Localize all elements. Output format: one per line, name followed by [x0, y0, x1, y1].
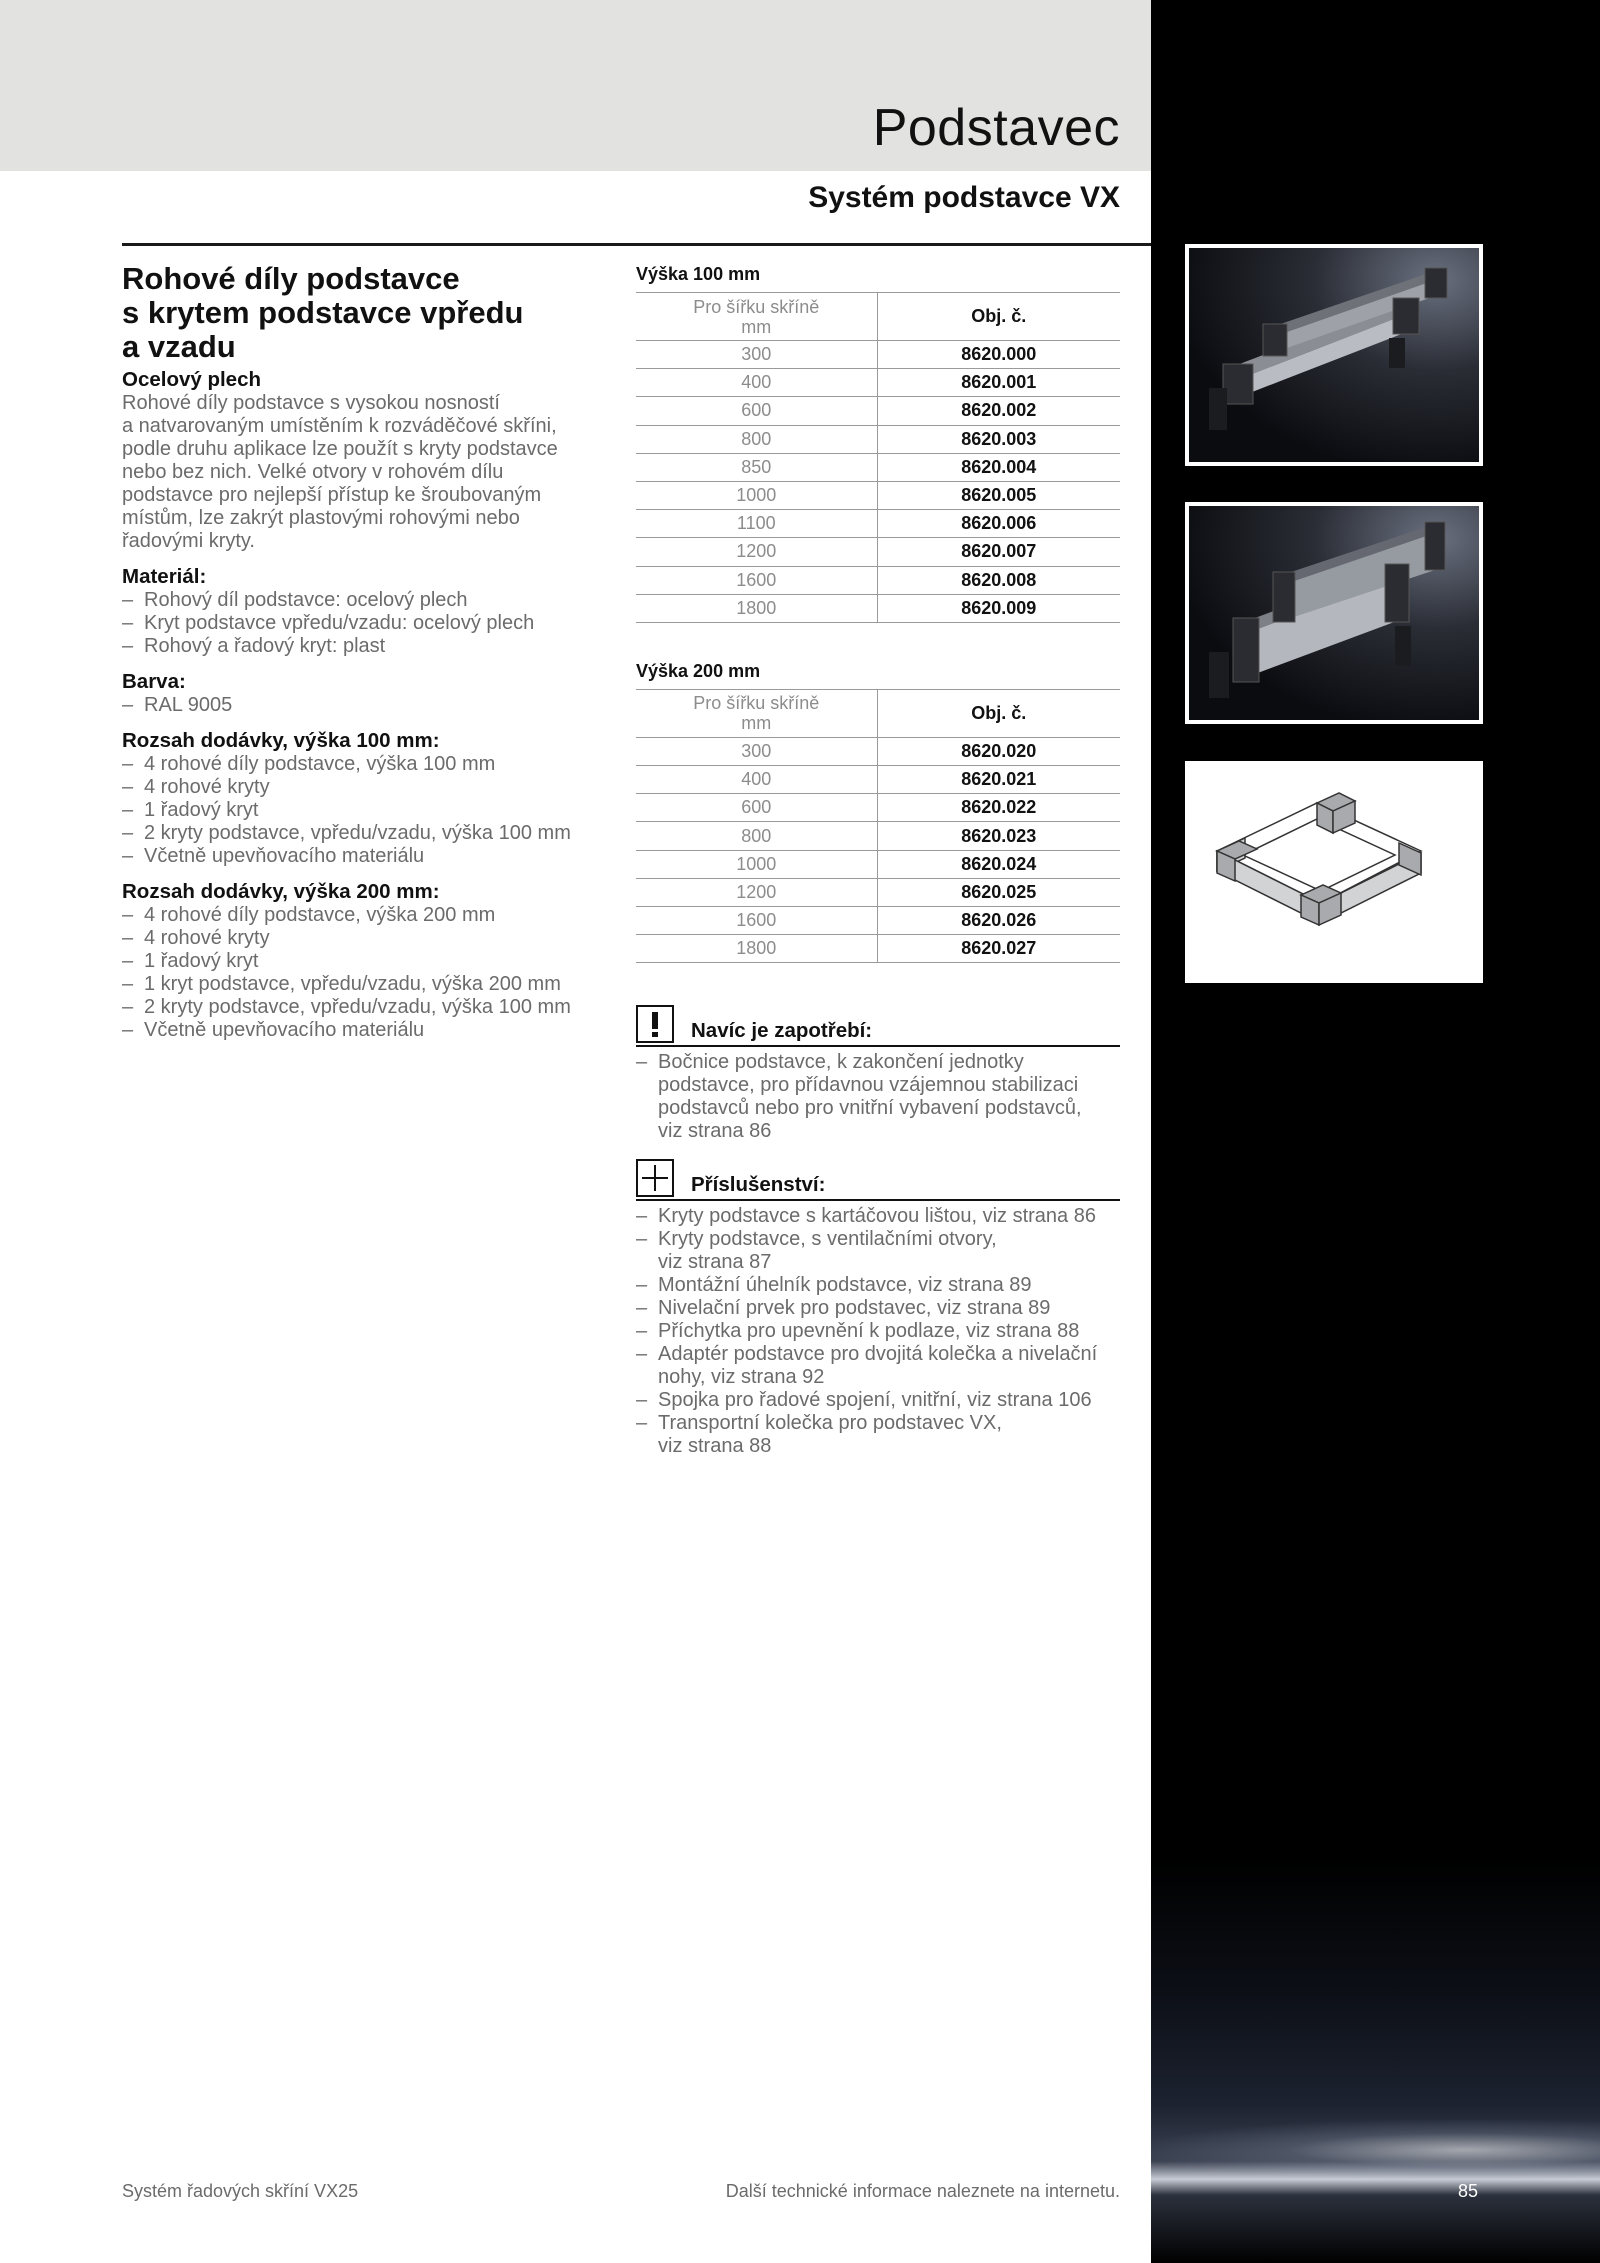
- cell-order-number: 8620.006: [877, 510, 1120, 538]
- list-item: – 2 kryty podstavce, vpředu/vzadu, výška 100 mm: [122, 822, 602, 845]
- table-row: [636, 850, 1120, 878]
- materials-section: [122, 565, 602, 658]
- product-title: [122, 262, 602, 364]
- table-row: [636, 878, 1120, 906]
- list-item: – Rohový díl podstavce: ocelový plech: [122, 589, 602, 612]
- accessories-heading: Příslušenství:: [691, 1173, 826, 1197]
- list-item: [636, 1320, 1120, 1343]
- cell-width: 1600: [636, 566, 877, 594]
- table-spacer: [636, 623, 1120, 659]
- cell-order-number: 8620.002: [877, 397, 1120, 425]
- table-row: [636, 481, 1120, 509]
- cell-order-number: 8620.024: [877, 850, 1120, 878]
- product-description: [122, 392, 602, 553]
- list-item: – 1 kryt podstavce, vpředu/vzadu, výška 200 mm: [122, 973, 602, 996]
- cell-width: 600: [636, 397, 877, 425]
- order-table-200mm: [636, 689, 1120, 964]
- list-item-line: Příchytka pro upevnění k podlaze, viz strana 88: [658, 1320, 1080, 1343]
- plinth-isometric-drawing: [1185, 761, 1483, 983]
- required-list: [636, 1051, 1120, 1143]
- header-divider: [122, 243, 1151, 246]
- supply-200-section: [122, 880, 602, 1042]
- list-item: – 4 rohové díly podstavce, výška 100 mm: [122, 753, 602, 776]
- list-item: [636, 1389, 1120, 1412]
- product-description-column: [122, 262, 602, 1042]
- page-title: Podstavec: [872, 99, 1120, 157]
- plinth-drawing: [1185, 761, 1483, 983]
- list-item-line: podstavce, pro přídavnou vzájemnou stabilizaci: [658, 1074, 1079, 1097]
- plinth-photo-200-illustration: [1189, 506, 1479, 720]
- list-item: [636, 1412, 1120, 1458]
- cell-order-number: 8620.000: [877, 341, 1120, 369]
- list-item: [636, 1205, 1120, 1228]
- table-row: [636, 935, 1120, 963]
- list-item-line: Montážní úhelník podstavce, viz strana 89: [658, 1274, 1032, 1297]
- accessories-section-header: [636, 1159, 1120, 1201]
- list-item-line: Adaptér podstavce pro dvojitá kolečka a nivelační: [658, 1343, 1098, 1366]
- supply-200-list: [122, 904, 602, 1042]
- description-line: podstavce pro nejlepší přístup ke šroubovaným: [122, 484, 542, 506]
- table-row: [636, 425, 1120, 453]
- supply-100-list: [122, 753, 602, 868]
- list-item: [636, 1228, 1120, 1274]
- cell-width: 800: [636, 822, 877, 850]
- material-subheading: Ocelový plech: [122, 368, 262, 391]
- column-header-width: [636, 689, 877, 737]
- cell-order-number: 8620.022: [877, 794, 1120, 822]
- exclamation-icon: [636, 1005, 674, 1043]
- product-title-line: Rohové díly podstavce: [122, 261, 460, 296]
- list-item-line: Spojka pro řadové spojení, vnitřní, viz strana 106: [658, 1389, 1092, 1412]
- cell-order-number: 8620.003: [877, 425, 1120, 453]
- list-item-line: viz strana 88: [658, 1435, 772, 1458]
- column-header-order-number: Obj. č.: [877, 293, 1120, 341]
- cell-width: 400: [636, 369, 877, 397]
- cell-width: 1800: [636, 935, 877, 963]
- list-item: – Kryt podstavce vpředu/vzadu: ocelový plech: [122, 612, 602, 635]
- description-line: a natvarovaným umístěním k rozváděčové skříni,: [122, 415, 557, 437]
- table-header-row: [636, 689, 1120, 737]
- table-row: [636, 737, 1120, 765]
- table-row: [636, 594, 1120, 622]
- table-row: [636, 510, 1120, 538]
- description-line: Rohové díly podstavce s vysokou nosností: [122, 392, 500, 414]
- cell-width: 1200: [636, 538, 877, 566]
- supply-100-heading: Rozsah dodávky, výška 100 mm:: [122, 729, 440, 752]
- table-title-200mm: Výška 200 mm: [636, 660, 761, 681]
- supply-100-section: [122, 729, 602, 868]
- list-item-line: viz strana 86: [658, 1120, 772, 1143]
- cell-order-number: 8620.004: [877, 453, 1120, 481]
- product-photo-200mm: [1185, 502, 1483, 724]
- table-row: [636, 453, 1120, 481]
- list-item: – Rohový a řadový kryt: plast: [122, 635, 602, 658]
- column-header-width-line: Pro šířku skříně: [693, 296, 820, 317]
- page-number: 85: [1458, 2181, 1479, 2201]
- cell-order-number: 8620.001: [877, 369, 1120, 397]
- list-item-line: Kryty podstavce, s ventilačními otvory,: [658, 1228, 997, 1251]
- materials-heading: Materiál:: [122, 565, 207, 588]
- description-line: místům, lze zakrýt plastovými rohovými nebo: [122, 507, 520, 529]
- list-item: [636, 1274, 1120, 1297]
- color-heading: Barva:: [122, 670, 186, 693]
- required-section-header: [636, 1005, 1120, 1047]
- cell-order-number: 8620.026: [877, 907, 1120, 935]
- table-row: [636, 566, 1120, 594]
- table-row: [636, 907, 1120, 935]
- description-line: nebo bez nich. Velké otvory v rohovém dílu: [122, 461, 504, 483]
- cell-order-number: 8620.007: [877, 538, 1120, 566]
- cell-order-number: 8620.005: [877, 481, 1120, 509]
- color-section: [122, 670, 602, 717]
- table-title-100mm: Výška 100 mm: [636, 264, 761, 284]
- materials-list: [122, 589, 602, 658]
- page-subtitle: Systém podstavce VX: [808, 181, 1120, 214]
- sidebar-light-streak: [1151, 2120, 1600, 2180]
- list-item: – 1 řadový kryt: [122, 950, 602, 973]
- footer-internet-note: Další technické informace naleznete na internetu.: [725, 2181, 1120, 2201]
- cell-order-number: 8620.009: [877, 594, 1120, 622]
- cell-width: 300: [636, 737, 877, 765]
- list-item: – 1 řadový kryt: [122, 799, 602, 822]
- order-table-100mm: [636, 292, 1120, 623]
- cell-width: 400: [636, 766, 877, 794]
- cell-width: 1000: [636, 481, 877, 509]
- cell-order-number: 8620.027: [877, 935, 1120, 963]
- cell-width: 1000: [636, 850, 877, 878]
- cell-order-number: 8620.025: [877, 878, 1120, 906]
- color-list: [122, 694, 602, 717]
- cell-width: 800: [636, 425, 877, 453]
- product-photo-100mm: [1185, 244, 1483, 466]
- cell-width: 1100: [636, 510, 877, 538]
- footer-catalog-name: Systém řadových skříní VX25: [122, 2181, 359, 2201]
- list-item: – 2 kryty podstavce, vpředu/vzadu, výška 100 mm: [122, 996, 602, 1019]
- product-title-line: a vzadu: [122, 329, 236, 364]
- table-row: [636, 397, 1120, 425]
- list-item: – Včetně upevňovacího materiálu: [122, 845, 602, 868]
- list-item: – 4 rohové kryty: [122, 776, 602, 799]
- list-item: – Včetně upevňovacího materiálu: [122, 1019, 602, 1042]
- cell-width: 600: [636, 794, 877, 822]
- cell-width: 1800: [636, 594, 877, 622]
- plinth-photo-100-illustration: [1189, 248, 1479, 462]
- exclamation-icon-glyph: [638, 1007, 672, 1041]
- plus-icon: [636, 1159, 674, 1197]
- list-item-line: podstavců nebo pro vnitřní vybavení podstavců,: [658, 1097, 1082, 1120]
- table-row: [636, 538, 1120, 566]
- list-item: [636, 1343, 1120, 1389]
- description-line: podle druhu aplikace lze použít s kryty podstavce: [122, 438, 558, 460]
- list-item-line: Transportní kolečka pro podstavec VX,: [658, 1412, 1002, 1435]
- column-header-width-line: Pro šířku skříně: [693, 693, 820, 714]
- cell-width: 1600: [636, 907, 877, 935]
- plus-icon-glyph: [638, 1161, 672, 1195]
- column-header-width: [636, 293, 877, 341]
- list-item: [636, 1297, 1120, 1320]
- accessories-list: [636, 1205, 1120, 1458]
- column-header-width-unit: mm: [741, 713, 772, 734]
- list-item: [636, 1051, 1120, 1143]
- cell-order-number: 8620.023: [877, 822, 1120, 850]
- list-item-line: Kryty podstavce s kartáčovou lištou, viz strana 86: [658, 1205, 1096, 1228]
- list-item-line: Nivelační prvek pro podstavec, viz strana 89: [658, 1297, 1051, 1320]
- table-row: [636, 341, 1120, 369]
- table-row: [636, 822, 1120, 850]
- table-header-row: [636, 293, 1120, 341]
- list-item: – 4 rohové kryty: [122, 927, 602, 950]
- cell-width: 850: [636, 453, 877, 481]
- cell-order-number: 8620.020: [877, 737, 1120, 765]
- table-row: [636, 369, 1120, 397]
- cell-width: 1200: [636, 878, 877, 906]
- list-item: – RAL 9005: [122, 694, 602, 717]
- table-row: [636, 766, 1120, 794]
- list-item-line: viz strana 87: [658, 1251, 772, 1274]
- cell-order-number: 8620.008: [877, 566, 1120, 594]
- description-line: řadovými kryty.: [122, 530, 255, 552]
- table-row: [636, 794, 1120, 822]
- column-header-width-unit: mm: [741, 316, 772, 337]
- cell-width: 300: [636, 341, 877, 369]
- list-item-line: Bočnice podstavce, k zakončení jednotky: [658, 1051, 1024, 1074]
- supply-200-heading: Rozsah dodávky, výška 200 mm:: [122, 880, 440, 903]
- required-heading: Navíc je zapotřebí:: [691, 1019, 873, 1043]
- list-item: – 4 rohové díly podstavce, výška 200 mm: [122, 904, 602, 927]
- column-header-order-number: Obj. č.: [877, 689, 1120, 737]
- cell-order-number: 8620.021: [877, 766, 1120, 794]
- list-item-line: nohy, viz strana 92: [658, 1366, 825, 1389]
- product-title-line: s krytem podstavce vpředu: [122, 295, 524, 330]
- order-data-column: [636, 262, 1120, 1458]
